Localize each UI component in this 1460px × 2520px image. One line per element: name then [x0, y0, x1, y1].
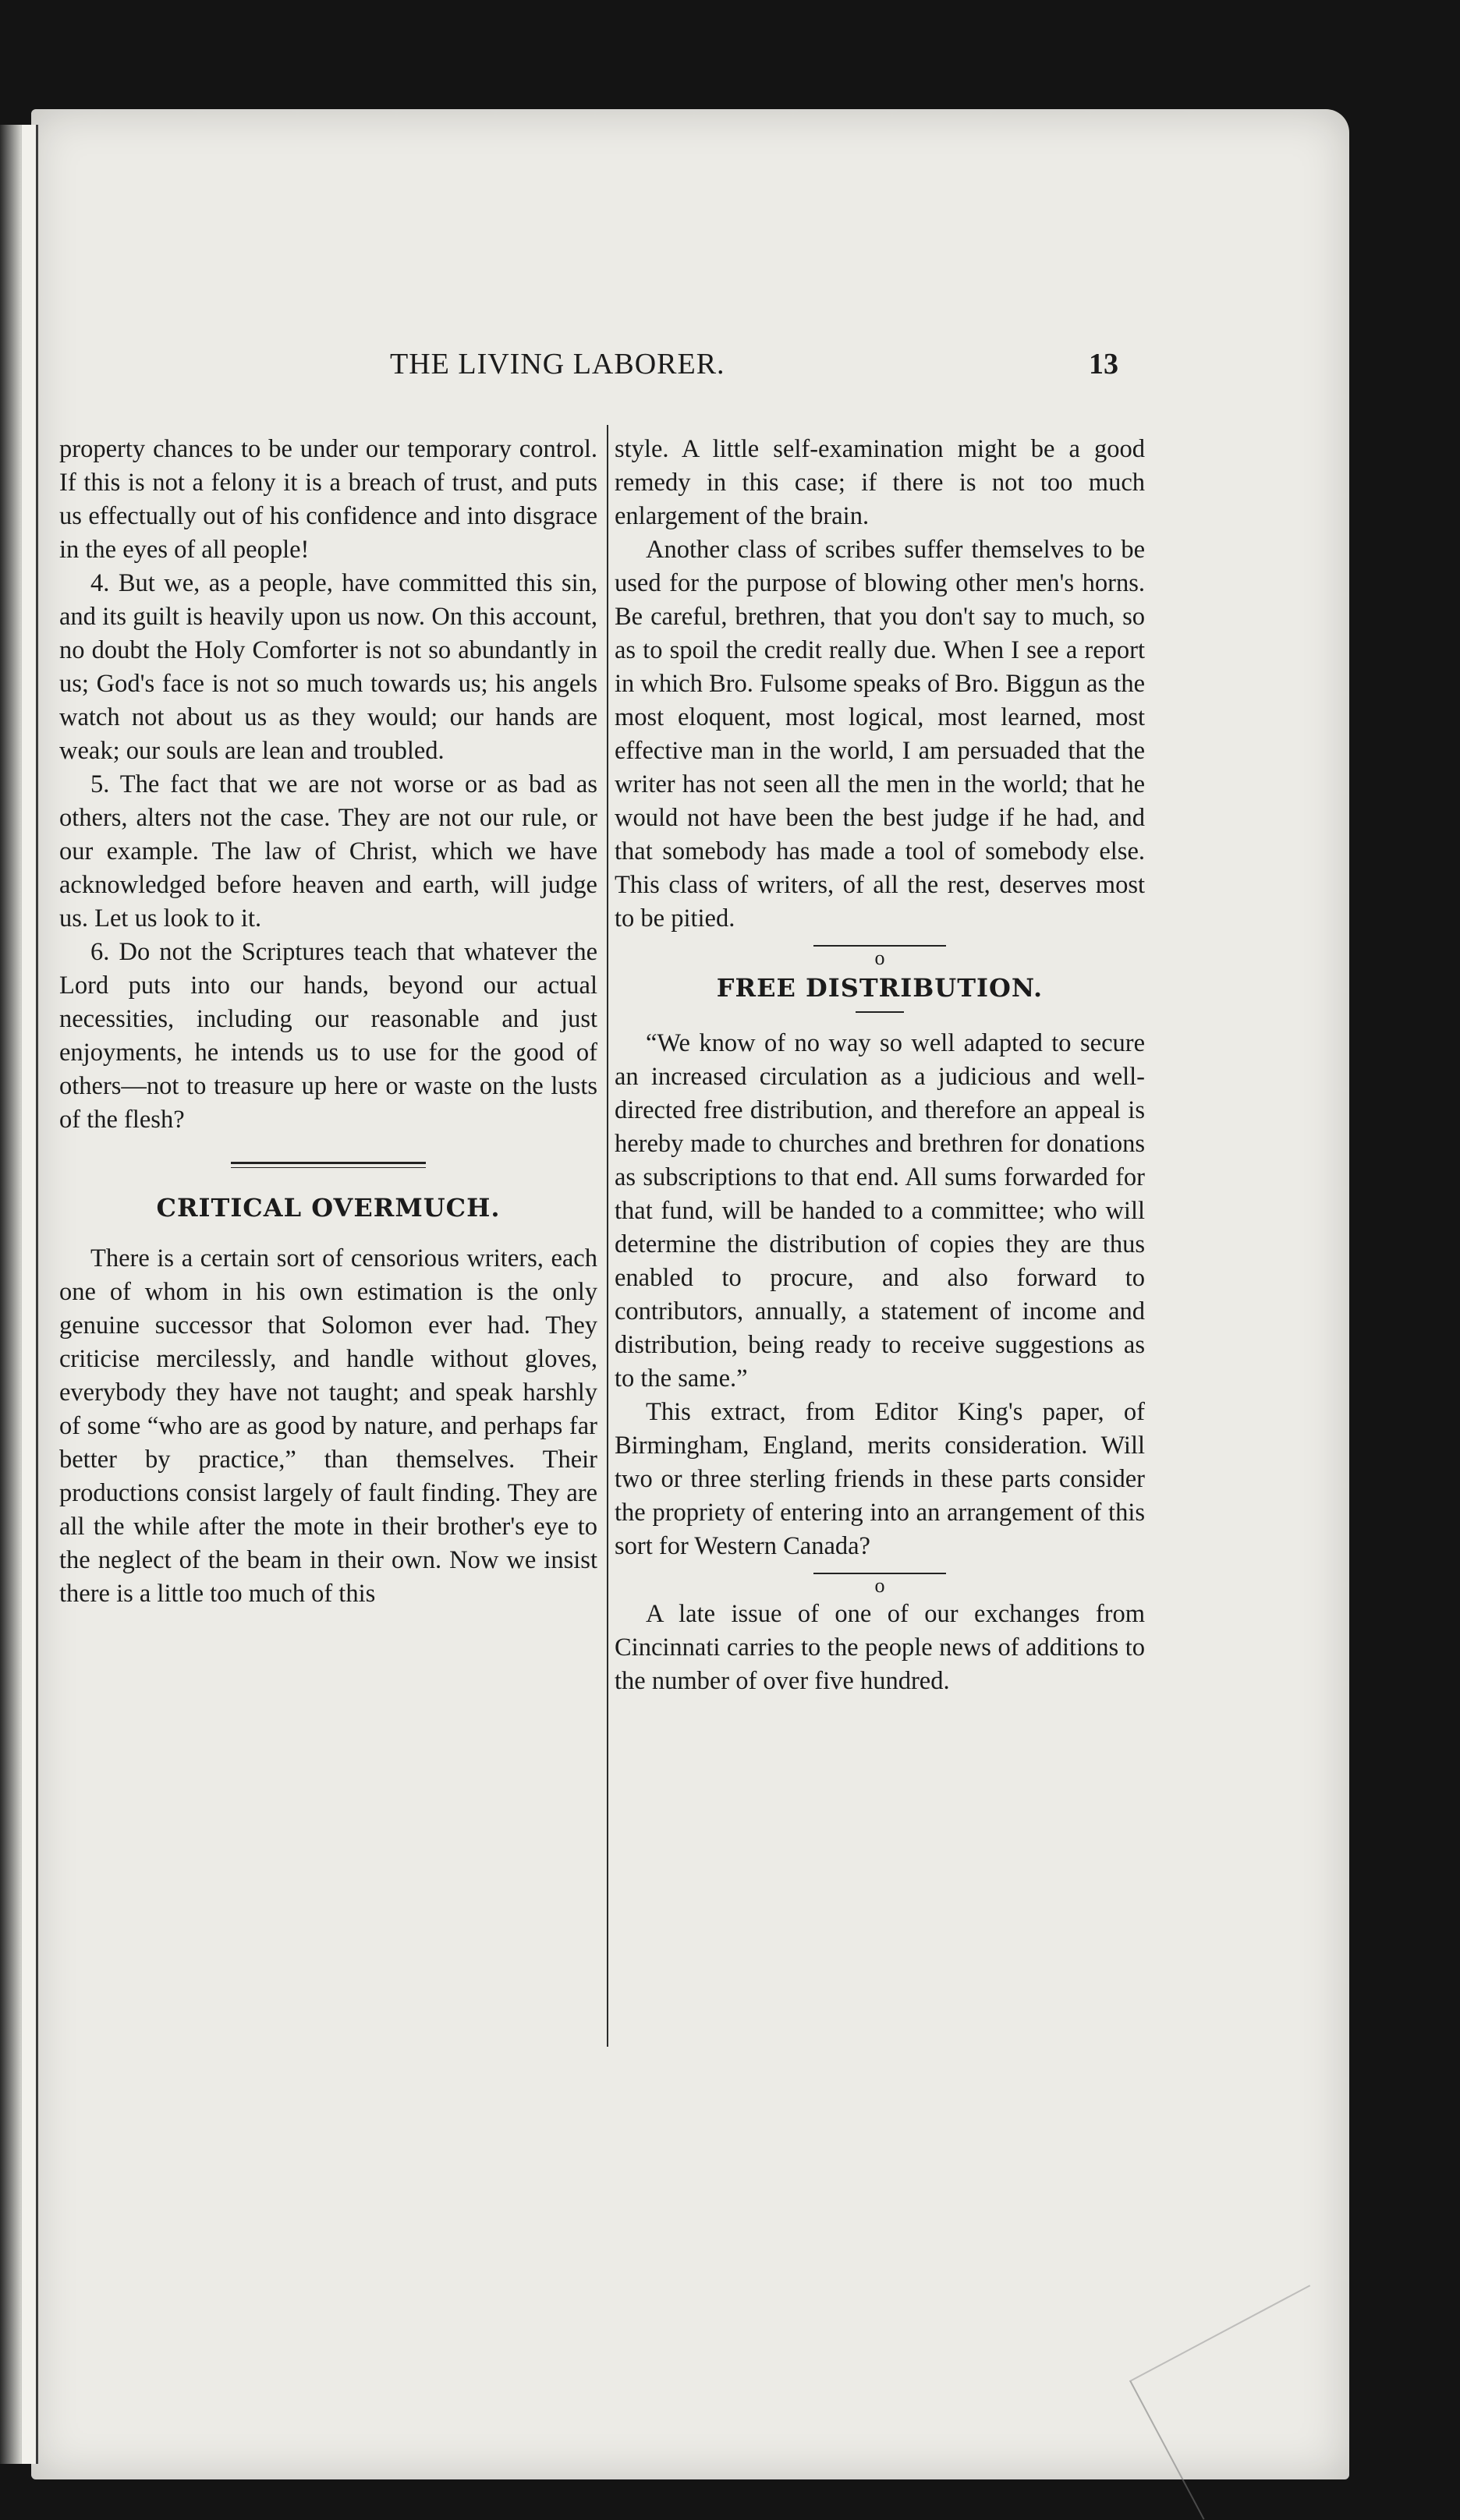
section-heading: FREE DISTRIBUTION. [716, 973, 1044, 1003]
paragraph: Another class of scribes suffer themselves to be used for the purpose of blowing other men's horns. Be careful, brethren, that you don't say to much, so as to spoil the credit really due. When I see a report in which Bro. Fulsome speaks of Bro. Biggun as the most eloquent, most logical, most learned, most effective man in the world, I am persuaded that the writer has not seen all the men in the world; that he would not have been the best judge if he had, and that somebody has made a tool of somebody else. This class of writers, of all the rest, deserves most to be pitied. [615, 536, 1145, 933]
section-rule [231, 1162, 426, 1168]
paragraph: 4. But we, as a people, have committed this sin, and its guilt is heavily upon us now. On this account, no doubt the Holy Comforter is not so abundantly in us; God's face is not so much towards us; his angels watch not about us as they would; our hands are weak; our souls are lean and troubled. [59, 569, 597, 765]
page-binding-edge [22, 125, 38, 2464]
separator-ornament: o [874, 1574, 885, 1597]
page-number: 13 [1089, 348, 1118, 380]
paragraph: 5. The fact that we are not worse or as bad as others, alters not the case. They are not our rule, or our example. The law of Christ, which we have acknowledged before heaven and earth, will judge us. Let us look to it. [59, 770, 597, 933]
paragraph: property chances to be under our temporary control. If this is not a felony it is a breach of trust, and puts us effectually out of his confidence and into disgrace in the eyes of all people! [59, 435, 597, 564]
left-column [59, 433, 597, 1611]
paragraph: “We know of no way so well adapted to secure an increased circulation as a judicious and well-directed free distribution, and therefore an appeal is hereby made to churches and brethren for donations as subscriptions to that end. All sums forwarded for that fund, will be handed to a committee; who will determine the distribution of copies they are thus enabled to procure, and also forward to contributors, annually, a statement of income and distribution, being ready to receive suggestions as to the same.” [615, 1029, 1145, 1393]
paragraph: style. A little self-examination might be a good remedy in this case; if there is not too much enlargement of the brain. [615, 435, 1145, 530]
paragraph: 6. Do not the Scriptures teach that whatever the Lord puts into our hands, beyond our actual necessities, including our reasonable and just enjoyments, he intends us to use for the good of others—not to treasure up here or waste on the lusts of the flesh? [59, 938, 597, 1134]
paragraph: This extract, from Editor King's paper, of Birmingham, England, merits consideration. Will two or three sterling friends in these parts consider the propriety of entering into an arrangement of this sort for Western Canada? [615, 1398, 1145, 1560]
column-divider [607, 425, 608, 2047]
running-head [0, 347, 1460, 386]
section-heading: CRITICAL OVERMUCH. [156, 1193, 501, 1223]
journal-title: THE LIVING LABORER. [390, 348, 725, 380]
paragraph: There is a certain sort of censorious writers, each one of whom in his own estimation is the only genuine successor that Solomon ever had. They criticise mercilessly, and handle without gloves, everybody they have not taught; and speak harshly of some “who are as good by nature, and perhaps far better by practice,” than themselves. Their productions consist largely of fault finding. They are all the while after the mote in their brother's eye to the neglect of the beam in their own. Now we insist there is a little too much of this [59, 1244, 597, 1608]
heading-underline [856, 1011, 904, 1013]
separator-ornament: o [874, 947, 885, 969]
right-column [615, 433, 1145, 1698]
paragraph: A late issue of one of our exchanges from Cincinnati carries to the people news of additions to the number of over five hundred. [615, 1600, 1145, 1695]
